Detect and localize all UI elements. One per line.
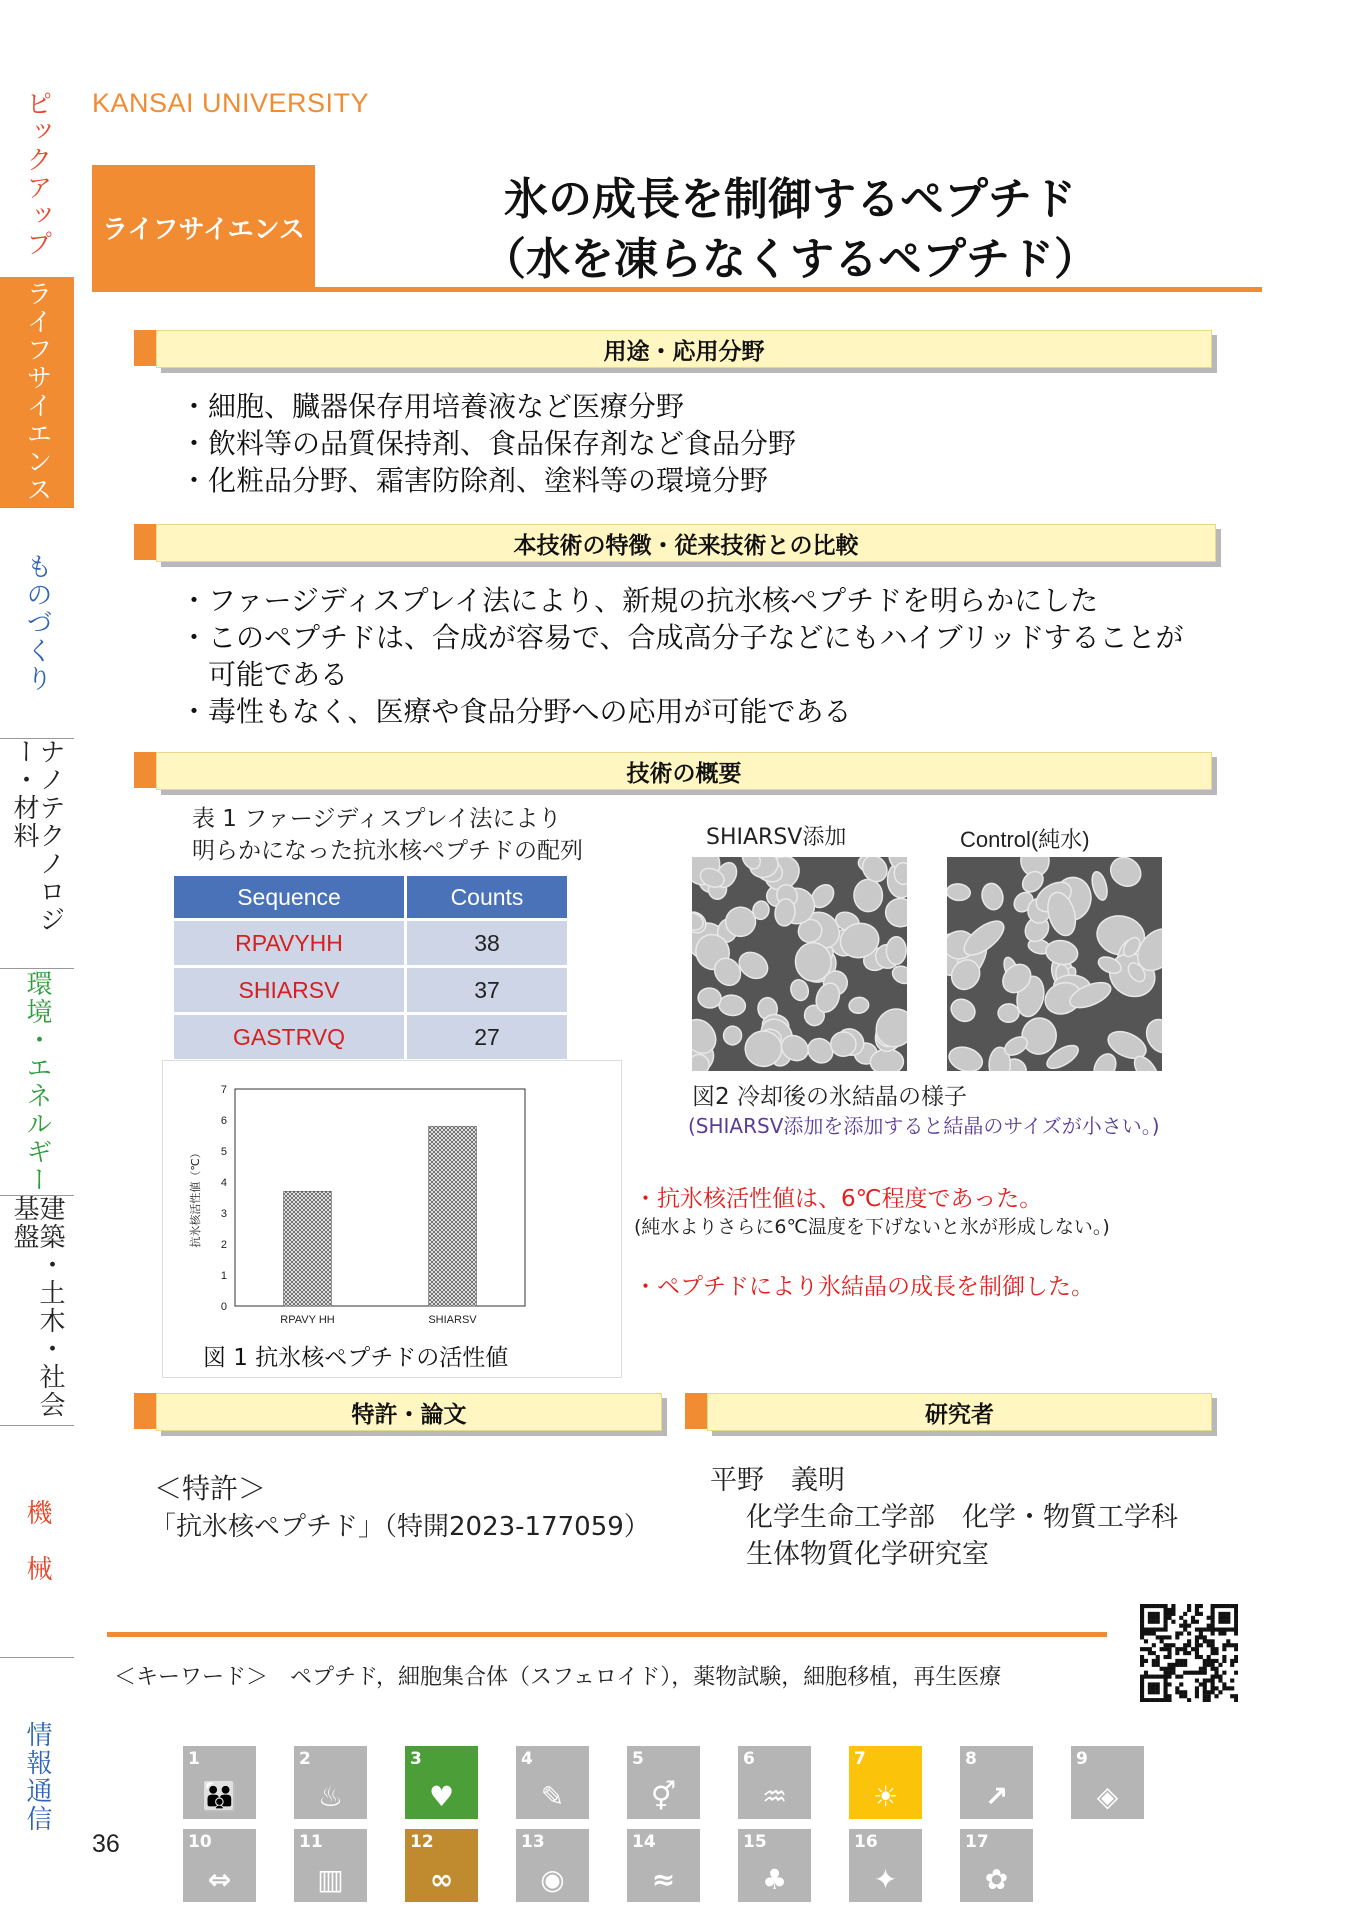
section-features-header	[134, 524, 1216, 560]
ice-crystal	[998, 1004, 1019, 1023]
sun-icon: ☀	[872, 1780, 899, 1813]
title-rule	[92, 287, 1262, 292]
sdg-number: 1	[188, 1749, 200, 1769]
y-tick-label: 3	[220, 1208, 227, 1220]
side-tab-label: ものづくり	[22, 552, 52, 693]
image-label-right: Control(純水)	[960, 827, 1090, 852]
section-heading: 特許・論文	[156, 1393, 662, 1431]
ice-crystal	[854, 879, 883, 912]
y-tick-label: 4	[220, 1177, 227, 1189]
page-title	[340, 170, 1240, 290]
table-row	[174, 1015, 567, 1059]
sdg-goal-9	[1071, 1746, 1144, 1819]
sdg-goal-7	[849, 1746, 922, 1819]
sdg-goal-2	[294, 1746, 367, 1819]
water-icon: ♒	[761, 1780, 788, 1813]
side-tab-label: 情報通信	[22, 1721, 52, 1833]
count-cell: 38	[407, 921, 567, 965]
list-item: ・化粧品分野、霜害防除剤、塗料等の環境分野	[180, 464, 769, 497]
table-caption-line-1: 表 1 ファージディスプレイ法により	[192, 806, 562, 832]
table-header-counts: Counts	[407, 876, 567, 918]
section-tab	[134, 524, 156, 560]
ice-crystal	[718, 994, 747, 1017]
researcher-lab: 生体物質化学研究室	[746, 1539, 989, 1570]
sdg-goal-10	[183, 1829, 256, 1902]
side-tab-7[interactable]	[0, 1657, 74, 1897]
side-tab-divider	[0, 1425, 74, 1426]
side-tab-label: ナノテクノロジー・材料	[9, 738, 65, 934]
x-tick-label: SHIARSV	[428, 1314, 477, 1326]
figure2-note: (SHIARSV添加を添加すると結晶のサイズが小さい。)	[688, 1114, 1160, 1138]
list-item: ・飲料等の品質保持剤、食品保存剤など食品分野	[180, 427, 797, 460]
sdg-goal-1	[183, 1746, 256, 1819]
table-row	[174, 921, 567, 965]
list-item: ・このペプチドは、合成が容易で、合成高分子などにもハイブリッドすることが	[180, 621, 1184, 654]
table-row	[174, 968, 567, 1012]
sdg-goal-15	[738, 1829, 811, 1902]
sequence-table	[171, 873, 570, 1062]
y-tick-label: 0	[220, 1301, 227, 1313]
applications-list	[180, 388, 796, 499]
x-tick-label: RPAVY HH	[280, 1314, 335, 1326]
sdg-number: 9	[1076, 1749, 1088, 1769]
ice-crystal	[947, 883, 971, 902]
activity-chart-box	[162, 1060, 622, 1378]
gender-icon: ⚥	[650, 1780, 677, 1813]
features-list	[180, 582, 1184, 730]
bar-1	[429, 1126, 477, 1306]
list-item: ・毒性もなく、医療や食品分野への応用が可能である	[180, 695, 852, 728]
bowl-icon: ♨	[317, 1780, 344, 1813]
ice-crystal	[1090, 1050, 1120, 1071]
eye-icon: ◉	[540, 1863, 565, 1896]
ice-crystal	[1089, 870, 1109, 902]
y-tick-label: 6	[220, 1115, 227, 1127]
section-tab	[134, 1393, 156, 1429]
side-tab-6[interactable]	[0, 1425, 74, 1657]
sequence-cell: SHIARSV	[174, 968, 404, 1012]
list-item: 可能である	[180, 658, 349, 691]
ice-image-control	[947, 857, 1162, 1071]
equality-icon: ⇔	[207, 1863, 232, 1896]
list-item: ・細胞、臓器保存用培養液など医療分野	[180, 390, 685, 423]
y-tick-label: 5	[220, 1146, 227, 1158]
side-tab-3[interactable]	[0, 738, 74, 968]
count-cell: 27	[407, 1015, 567, 1059]
sdg-goal-6	[738, 1746, 811, 1819]
side-tab-2[interactable]	[0, 507, 74, 738]
section-heading: 本技術の特徴・従来技術との比較	[156, 524, 1216, 562]
sdg-goal-11	[294, 1829, 367, 1902]
side-tab-label: 環境・エネルギー	[22, 969, 52, 1194]
sdg-goal-16	[849, 1829, 922, 1902]
side-tab-divider	[0, 1657, 74, 1658]
ice-crystal	[1044, 938, 1080, 967]
researcher-dept: 化学生命工学部 化学・物質工学科	[746, 1502, 1178, 1533]
sequence-cell: RPAVYHH	[174, 921, 404, 965]
section-researcher-header	[685, 1393, 1212, 1429]
side-tab-4[interactable]	[0, 968, 74, 1195]
city-icon: ▥	[317, 1863, 344, 1896]
ice-crystal	[788, 977, 811, 1002]
y-axis-label: 抗氷核活性値（℃）	[189, 1147, 202, 1248]
image-label-left: SHIARSV添加	[706, 825, 847, 850]
sdg-number: 10	[188, 1832, 212, 1852]
sdg-number: 8	[965, 1749, 977, 1769]
sdg-number: 7	[854, 1749, 866, 1769]
sdg-goal-13	[516, 1829, 589, 1902]
section-tab	[134, 752, 156, 788]
table-caption	[192, 803, 583, 867]
section-patents-header	[134, 1393, 662, 1429]
ice-crystal	[886, 937, 906, 965]
ice-image-shiarsv	[692, 857, 907, 1071]
people-icon: 👪	[202, 1780, 237, 1813]
ice-crystal	[947, 995, 979, 1026]
side-tab-label: 機 械	[22, 1499, 52, 1583]
patent-item: 「抗氷核ペプチド」（特開2023-177059）	[150, 1512, 650, 1542]
sdg-number: 11	[299, 1832, 323, 1852]
title-line-1: 氷の成長を制御するペプチド	[504, 174, 1076, 225]
side-tab-divider	[0, 738, 74, 739]
ice-crystal	[1019, 1015, 1060, 1057]
growth-icon: ↗	[984, 1780, 1009, 1813]
sdg-goal-12	[405, 1829, 478, 1902]
sdg-goal-8	[960, 1746, 1033, 1819]
sdg-number: 17	[965, 1832, 989, 1852]
dove-icon: ✦	[873, 1863, 898, 1896]
ice-crystal	[722, 1025, 743, 1046]
activity-chart	[163, 1061, 621, 1377]
cubes-icon: ◈	[1096, 1780, 1119, 1813]
sdg-number: 6	[743, 1749, 755, 1769]
side-tab-1[interactable]	[0, 277, 74, 507]
plot-frame	[235, 1089, 525, 1306]
ice-crystal	[1105, 857, 1146, 892]
y-tick-label: 1	[220, 1270, 227, 1282]
ice-crystal	[692, 1013, 722, 1059]
sdg-number: 3	[410, 1749, 422, 1769]
sdg-number: 15	[743, 1832, 767, 1852]
sequence-cell: GASTRVQ	[174, 1015, 404, 1059]
tree-icon: ♣	[761, 1863, 788, 1896]
y-tick-label: 2	[220, 1239, 227, 1251]
side-tab-5[interactable]	[0, 1195, 74, 1425]
ice-crystal	[831, 1032, 857, 1057]
page-number: 36	[92, 1830, 120, 1858]
ice-crystal	[947, 1043, 985, 1071]
fish-icon: ≈	[651, 1863, 676, 1896]
heartbeat-icon: ♥	[428, 1780, 455, 1813]
patent-label: ＜特許＞	[154, 1472, 267, 1505]
side-tab-0[interactable]	[0, 70, 74, 277]
side-tab-label: ライフサイエンス	[22, 280, 52, 504]
side-tab-label: ピックアップ	[22, 89, 52, 258]
university-name: KANSAI UNIVERSITY	[92, 88, 370, 118]
finding-1-note: (純水よりさらに6℃温度を下げないと氷が形成しない。)	[634, 1216, 1110, 1238]
sdg-number: 16	[854, 1832, 878, 1852]
sdg-goal-14	[627, 1829, 700, 1902]
keyword-rule	[107, 1632, 1107, 1637]
list-item: ・ファージディスプレイ法により、新規の抗氷核ペプチドを明らかにした	[180, 584, 1099, 617]
figure2-caption: 図2 冷却後の氷結晶の様子	[692, 1084, 967, 1110]
side-tab-divider	[0, 507, 74, 508]
sdg-number: 14	[632, 1832, 656, 1852]
sdg-goal-4	[516, 1746, 589, 1819]
ice-crystal	[979, 881, 1005, 911]
section-heading: 技術の概要	[156, 752, 1212, 790]
section-tab	[685, 1393, 707, 1429]
sdg-number: 12	[410, 1832, 434, 1852]
section-tab	[134, 330, 156, 366]
sequence-table-wrap	[171, 873, 570, 1062]
section-heading: 研究者	[707, 1393, 1212, 1431]
sdg-goal-5	[627, 1746, 700, 1819]
table-header-sequence: Sequence	[174, 876, 404, 918]
section-overview-header	[134, 752, 1212, 788]
side-tab-divider	[0, 968, 74, 969]
book-icon: ✎	[540, 1780, 565, 1813]
keywords: ＜キーワード＞ ペプチド，細胞集合体（スフェロイド），薬物試験，細胞移植，再生医療	[114, 1665, 1002, 1690]
flower-icon: ✿	[984, 1863, 1009, 1896]
side-tab-label: 建築・土木・社会基盤	[9, 1195, 65, 1419]
table-caption-line-2: 明らかになった抗氷核ペプチドの配列	[192, 838, 583, 864]
sdg-number: 13	[521, 1832, 545, 1852]
finding-2: ・ペプチドにより氷結晶の成長を制御した。	[634, 1274, 1094, 1300]
side-tab-divider	[0, 1195, 74, 1196]
count-cell: 37	[407, 968, 567, 1012]
sdg-number: 4	[521, 1749, 533, 1769]
infinity-icon: ∞	[429, 1863, 454, 1896]
category-label: ライフサイエンス	[92, 165, 315, 290]
finding-1: ・抗氷核活性値は、6℃程度であった。	[634, 1186, 1043, 1212]
sdg-goal-17	[960, 1829, 1033, 1902]
y-tick-label: 7	[220, 1084, 227, 1096]
sdg-number: 2	[299, 1749, 311, 1769]
bar-0	[284, 1191, 332, 1306]
sdg-goal-3	[405, 1746, 478, 1819]
ice-crystal	[884, 897, 907, 928]
researcher-name: 平野 義明	[710, 1465, 845, 1496]
ice-crystal	[848, 996, 869, 1014]
section-applications-header	[134, 330, 1212, 366]
section-heading: 用途・応用分野	[156, 330, 1212, 368]
sdg-number: 5	[632, 1749, 644, 1769]
figure1-caption: 図 1 抗氷核ペプチドの活性値	[203, 1345, 509, 1371]
title-line-2: （水を凍らなくするペプチド）	[482, 234, 1098, 285]
researcher-info	[710, 1462, 1178, 1573]
qr-code-icon[interactable]	[1140, 1604, 1238, 1702]
